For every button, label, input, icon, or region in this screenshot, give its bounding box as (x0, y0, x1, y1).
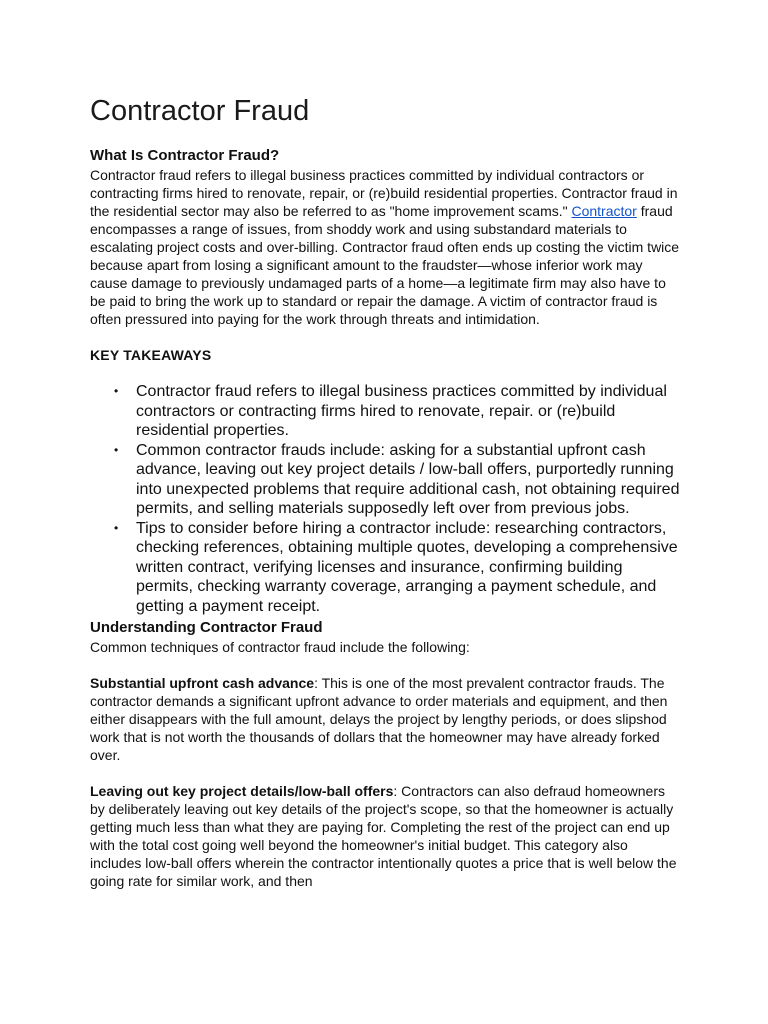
key-takeaways-heading: KEY TAKEAWAYS (90, 347, 212, 363)
list-item (114, 441, 680, 519)
spacer (90, 656, 680, 674)
list-item (114, 519, 680, 617)
list-item-text: Contractor fraud refers to illegal business practices committed by individual contractors or contracting firms hired to renovate, repair. or (re)build residential properties. (136, 383, 667, 439)
document-page (90, 92, 680, 890)
technique-term: Leaving out key project details/low-ball offers (90, 783, 394, 799)
page-title: Contractor Fraud (90, 95, 310, 127)
technique-text: : This is one of the most prevalent contractor frauds. The contractor demands a significant upfront advance to order materials and equipment, and then either disappears with the full amount, delays the project by lengthy periods, or does slipshod work that is not worth the thousands of dollars that the homeowner may have already forked over. (90, 675, 668, 763)
paragraph-text-end: fraud encompasses a range of issues, from shoddy work and using substandard materials to escalating project costs and over-billing. Contractor fraud often ends up costing the victim twice because apart from losing a significant amount to the fraudster—whose inferior work may cause damage to previously undamaged parts of a home—a legitimate firm may also have to be paid to bring the work up to standard or repair the damage. A victim of contractor fraud is often pressured into paying for the work through threats and intimidation. (90, 203, 680, 327)
spacer (90, 764, 680, 782)
list-item-text: Tips to consider before hiring a contractor include: researching contractors, checking references, obtaining multiple quotes, developing a comprehensive written contract, verifying licenses and insurance, confirming building permits, checking warranty coverage, arranging a payment schedule, and getting a payment receipt. (136, 519, 678, 615)
bullet-icon: • (114, 520, 119, 535)
technique-text: : Contractors can also defraud homeowners by deliberately leaving out key details of the project's scope, so that the homeowner is actually getting much less than what they are paying for. Completing the rest of the project can end up with the total cost going well beyond the homeowner's initial budget. This category also includes low-ball offers wherein the contractor intentionally quotes a price that is well below the going rate for similar work, and then (90, 783, 677, 889)
bullet-icon: • (114, 442, 119, 457)
section-heading-what-is: What Is Contractor Fraud? (90, 147, 280, 164)
technique-paragraph (90, 674, 680, 764)
contractor-link[interactable]: Contractor (571, 203, 637, 219)
section-intro: Common techniques of contractor fraud include the following: (90, 639, 470, 655)
section-heading-understanding: Understanding Contractor Fraud (90, 619, 323, 636)
list-item-text: Common contractor frauds include: asking for a substantial upfront cash advance, leaving out key project details / low-ball offers, purportedly running into unexpected problems that require additional cash, not obtaining required permits, and selling materials supposedly left over from previous jobs. (136, 441, 680, 517)
technique-paragraph (90, 782, 680, 890)
section-paragraph-what-is (90, 166, 680, 328)
paragraph-text-start: Contractor fraud refers to illegal business practices committed by individual contractors or contracting firms hired to renovate, repair, or (re)build residential properties. Contractor fraud in the residential sector may also be referred to as "home improvement scams." (90, 167, 678, 219)
technique-term: Substantial upfront cash advance (90, 675, 315, 691)
bullet-icon: • (114, 384, 119, 398)
key-takeaways-list (90, 382, 680, 616)
list-item (114, 382, 680, 441)
